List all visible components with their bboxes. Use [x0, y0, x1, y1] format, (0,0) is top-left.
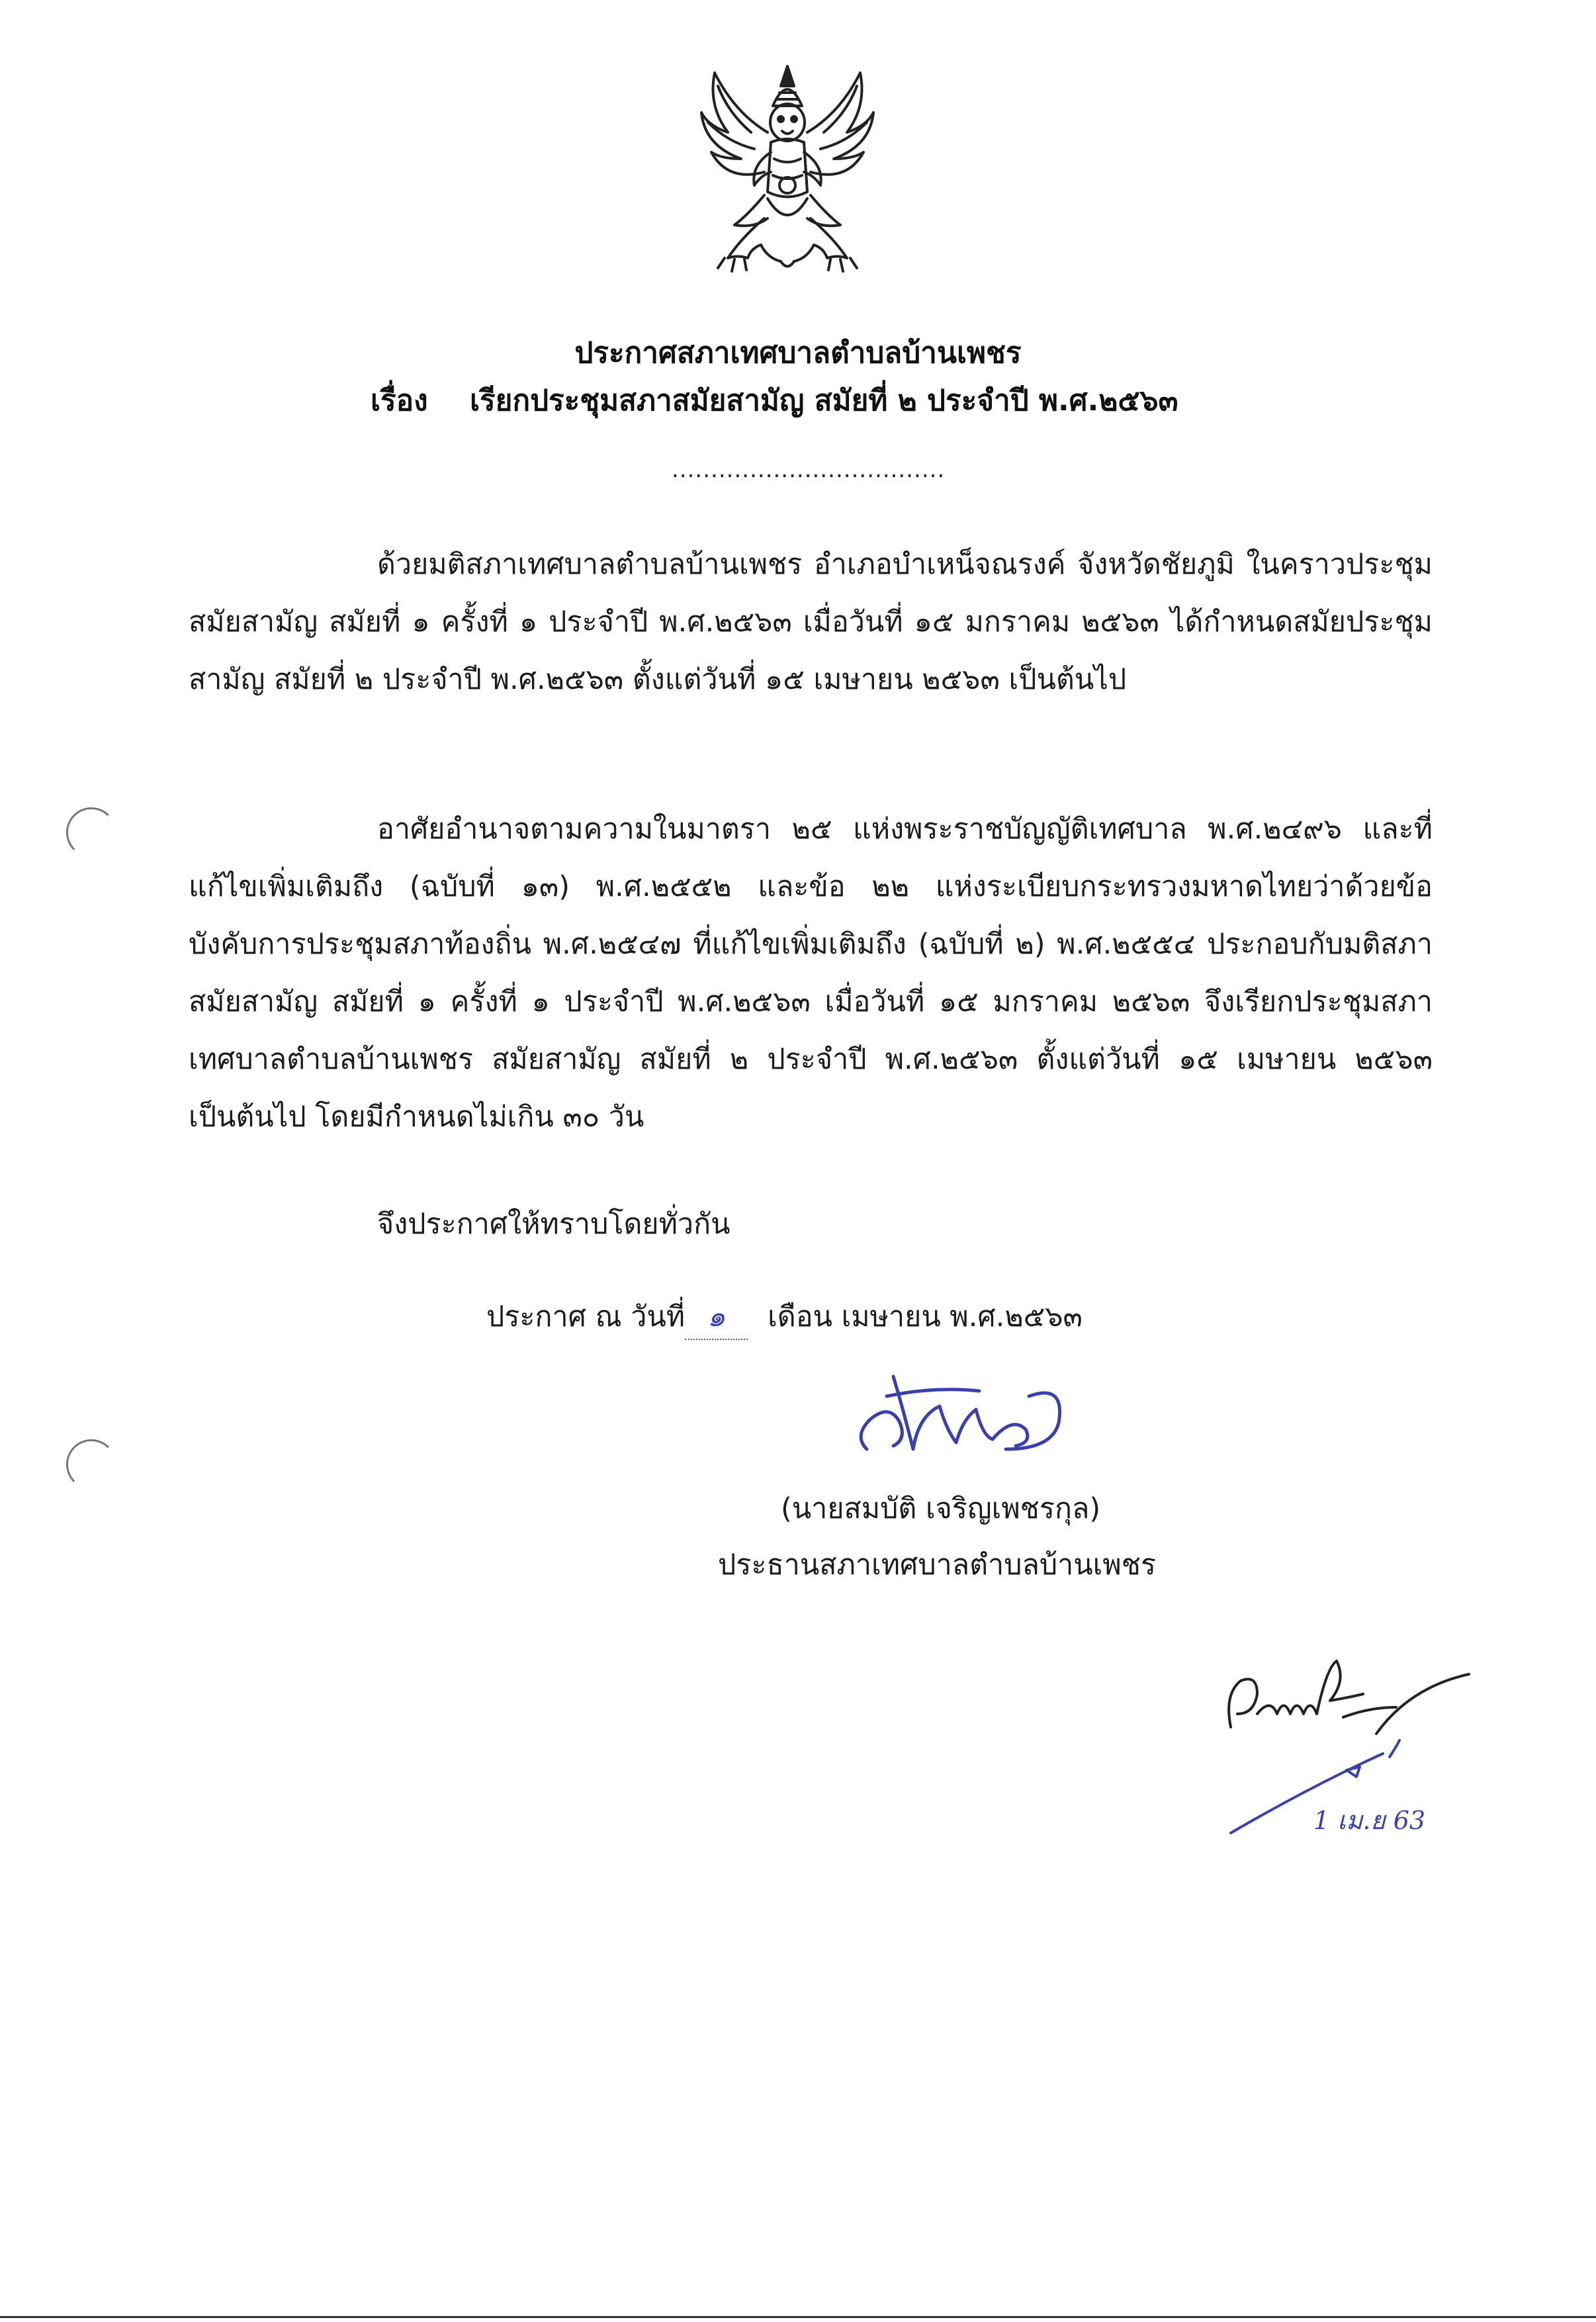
paragraph-1 — [189, 536, 1433, 709]
signatory-position: ประธานสภาเทศบาลตำบลบ้านเพชร — [718, 1548, 1157, 1582]
date-suffix: เดือน เมษายน พ.ศ.๒๕๖๓ — [768, 1300, 1083, 1333]
subject-text: เรียกประชุมสภาสมัยสามัญ สมัยที่ ๒ ประจำปี พ.ศ.๒๕๖๓ — [470, 384, 1178, 418]
punch-hole-top — [66, 807, 116, 858]
garuda-emblem — [688, 60, 887, 285]
paragraph-2-text: อาศัยอำนาจตามความในมาตรา ๒๕ แห่งพระราชบัญญัติเทศบาล พ.ศ.๒๔๙๖ และที่แก้ไขเพิ่มเติมถึง (ฉบับที่ ๑๓) พ.ศ.๒๕๕๒ และข้อ ๒๒ แห่งระเบียบกระทรวงมหาดไทยว่าด้วยข้อบังคับการประชุมสภาท้องถิ่น พ.ศ.๒๕๔๗ ที่แก้ไขเพิ่มเติมถึง (ฉบับที่ ๒) พ.ศ.๒๕๕๔ ประกอบกับมติสภา สมัยสามัญ สมัยที่ ๑ ครั้งที่ ๑ ประจำปี พ.ศ.๒๕๖๓ เมื่อวันที่ ๑๕ มกราคม ๒๕๖๓ จึงเรียกประชุมสภาเทศบาลตำบลบ้านเพชร สมัยสามัญ สมัยที่ ๒ ประจำปี พ.ศ.๒๕๖๓ ตั้งแต่วันที่ ๑๕ เมษายน ๒๕๖๓ เป็นต้นไป โดยมีกำหนดไม่เกิน ๓๐ วัน — [189, 813, 1433, 1134]
announcement-date — [486, 1294, 1083, 1340]
date-prefix: ประกาศ ณ วันที่ — [486, 1300, 686, 1333]
handwritten-day: ๑ — [685, 1294, 748, 1340]
title-separator: ................................... — [672, 457, 946, 483]
page-bottom-edge — [0, 2316, 1596, 2318]
handwritten-annotation-date: 1 เม.ย 63 — [1313, 1806, 1426, 1835]
subject-label: เรื่อง — [371, 384, 428, 418]
punch-hole-bottom — [66, 1439, 116, 1490]
signatory-name: (นายสมบัติ เจริญเพชรกุล) — [781, 1492, 1101, 1525]
announcement-subject — [371, 377, 1178, 424]
announcement-title: ประกาศสภาเทศบาลตำบลบ้านเพชร — [574, 336, 1022, 370]
closing-statement: จึงประกาศให้ทราบโดยทั่วกัน — [377, 1208, 731, 1241]
paragraph-1-text: ด้วยมติสภาเทศบาลตำบลบ้านเพชร อำเภอบำเหน็จณรงค์ จังหวัดชัยภูมิ ในคราวประชุมสมัยสามัญ สมัยที่ ๑ ครั้งที่ ๑ ประจำปี พ.ศ.๒๕๖๓ เมื่อวันที่ ๑๕ มกราคม ๒๕๖๓ ได้กำหนดสมัยประชุมสามัญ สมัยที่ ๒ ประจำปี พ.ศ.๒๕๖๓ ตั้งแต่วันที่ ๑๕ เมษายน ๒๕๖๓ เป็นต้นไป — [189, 548, 1433, 696]
chairman-signature — [840, 1357, 1079, 1462]
paragraph-2 — [189, 801, 1433, 1146]
